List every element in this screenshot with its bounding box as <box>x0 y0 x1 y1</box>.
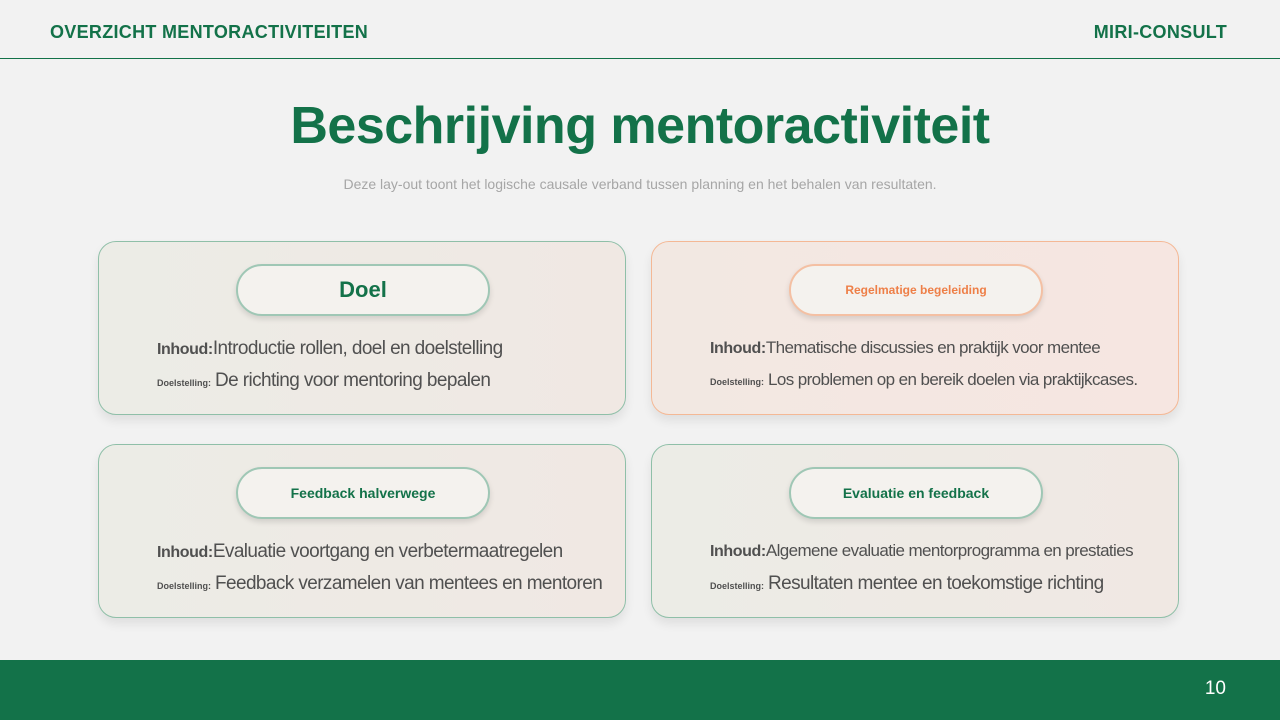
inhoud-label: Inhoud: <box>157 544 213 561</box>
card-pill: Feedback halverwege <box>236 467 490 519</box>
company-name: MIRI-CONSULT <box>1093 22 1227 42</box>
card-evaluatie-en-feedback <box>651 444 1179 618</box>
slide-subtitle: Deze lay-out toont het logische causale verband tussen planning en het behalen van resultaten. <box>343 176 937 192</box>
doelstelling-value: Feedback verzamelen van mentees en mentoren <box>215 573 603 594</box>
inhoud-value: Thematische discussies en praktijk voor mentee <box>765 338 1101 357</box>
doelstelling-value: De richting voor mentoring bepalen <box>215 370 491 391</box>
footer-bar <box>0 660 1280 720</box>
card-pill: Evaluatie en feedback <box>789 467 1043 519</box>
inhoud-label: Inhoud: <box>157 341 213 358</box>
doelstelling-value: Resultaten mentee en toekomstige richting <box>768 573 1104 594</box>
inhoud-row <box>710 338 1100 358</box>
card-regelmatige-begeleiding <box>651 241 1179 415</box>
card-feedback-halverwege <box>98 444 626 618</box>
header-divider <box>0 58 1280 59</box>
doelstelling-label: Doelstelling: <box>710 581 765 591</box>
inhoud-label: Inhoud: <box>710 543 766 560</box>
inhoud-row <box>710 541 1133 561</box>
doelstelling-row <box>157 370 490 392</box>
card-pill: Regelmatige begeleiding <box>789 264 1043 316</box>
inhoud-value: Evaluatie voortgang en verbetermaatregelen <box>212 541 563 562</box>
inhoud-label: Inhoud: <box>710 340 766 357</box>
doelstelling-row <box>710 573 1104 595</box>
doelstelling-row <box>157 573 602 595</box>
doelstelling-label: Doelstelling: <box>157 378 212 388</box>
inhoud-value: Algemene evaluatie mentorprogramma en prestaties <box>765 541 1133 560</box>
slide-title: Beschrijving mentoractiviteit <box>290 97 990 155</box>
inhoud-row <box>157 338 503 360</box>
card-doel <box>98 241 626 415</box>
doelstelling-row <box>710 370 1138 390</box>
header-title: OVERZICHT MENTORACTIVITEITEN <box>50 22 369 42</box>
page-number: 10 <box>1204 678 1226 699</box>
inhoud-value: Introductie rollen, doel en doelstelling <box>212 338 503 359</box>
doelstelling-label: Doelstelling: <box>157 581 212 591</box>
inhoud-row <box>157 541 563 563</box>
doelstelling-label: Doelstelling: <box>710 377 765 387</box>
doelstelling-value: Los problemen op en bereik doelen via praktijkcases. <box>768 370 1138 389</box>
card-pill: Doel <box>236 264 490 316</box>
